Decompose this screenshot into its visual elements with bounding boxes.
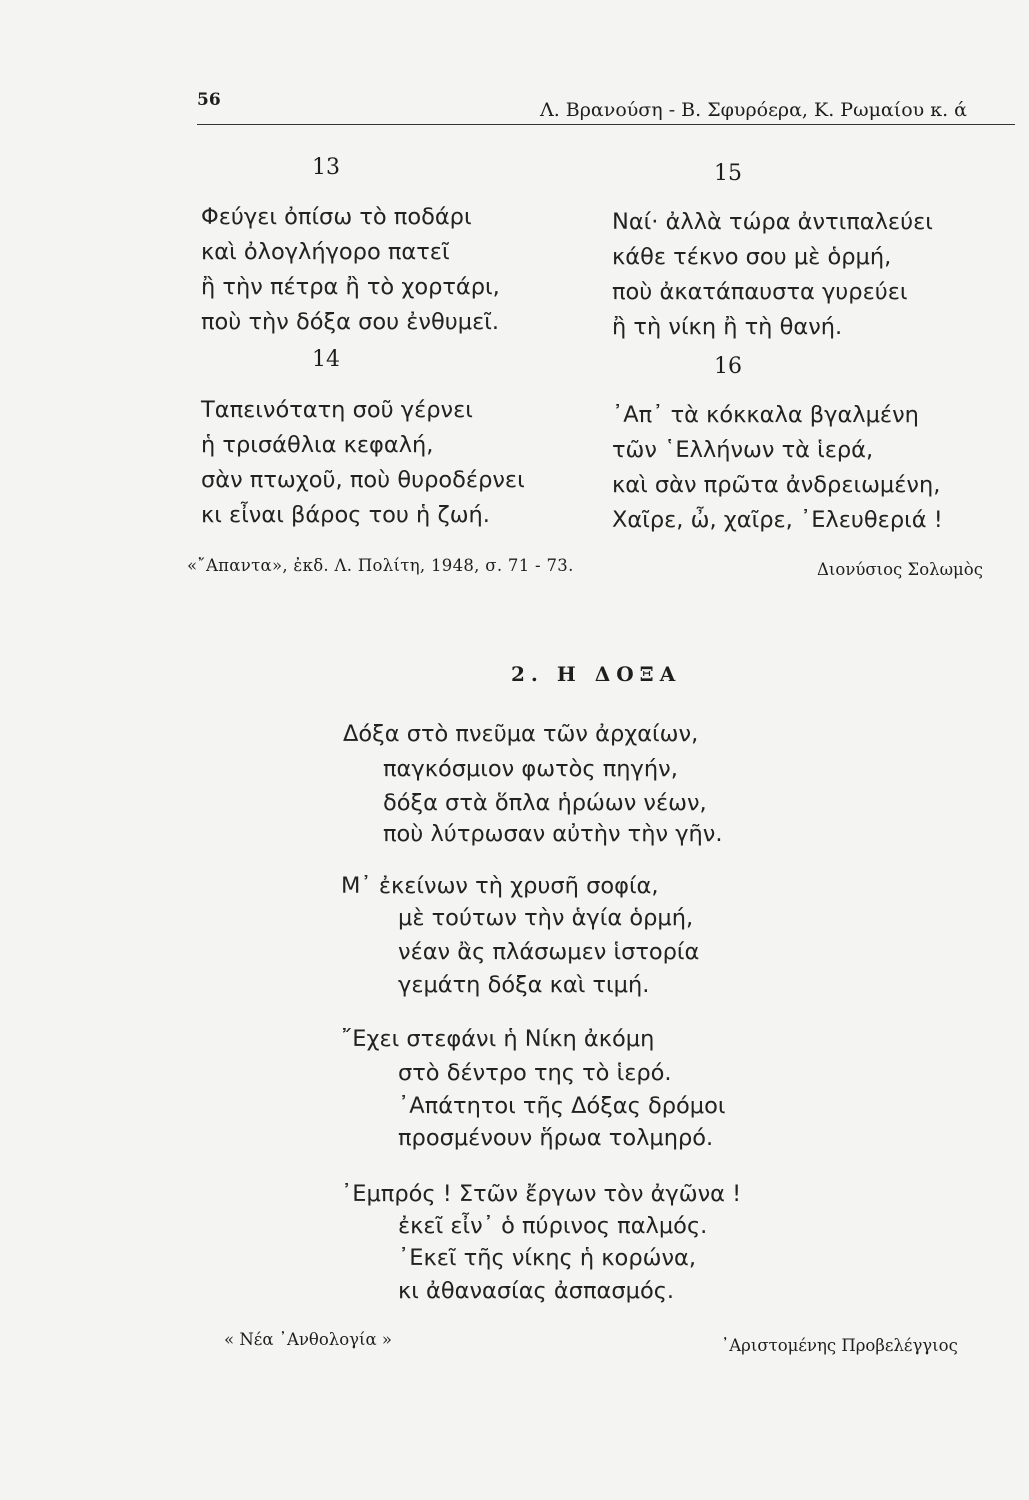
- verse-line: ποὺ τὴν δόξα σου ἐνθυμεῖ.: [201, 309, 500, 335]
- verse-line: κι εἶναι βάρος του ἡ ζωή.: [201, 502, 490, 528]
- verse-line: Φεύγει ὀπίσω τὸ ποδάρι: [201, 204, 472, 230]
- verse-line: ἢ τὴν πέτρα ἢ τὸ χορτάρι,: [201, 274, 500, 300]
- source-citation: «῎Απαντα», ἐκδ. Λ. Πολίτη, 1948, σ. 71 - 73.: [187, 556, 574, 575]
- verse-line: Ταπεινότατη σοῦ γέρνει: [201, 397, 473, 423]
- header-rule: [197, 124, 1015, 125]
- stanza: [201, 200, 500, 340]
- page-number: 56: [197, 90, 221, 110]
- verse-line: ᾿Απ᾿ τὰ κόκκαλα βγαλμένη: [612, 402, 919, 428]
- verse-line: κι ἀθανασίας ἀσπασμός.: [398, 1278, 675, 1304]
- verse-line: προσμένουν ἥρωα τολμηρό.: [398, 1125, 714, 1151]
- verse-line: Δόξα στὸ πνεῦμα τῶν ἀρχαίων,: [343, 721, 699, 747]
- author-name: ᾿Αριστομένης Προβελέγγιος: [721, 1336, 958, 1355]
- stanza: [201, 393, 525, 533]
- verse-line: νέαν ἂς πλάσωμεν ἱστορία: [398, 939, 700, 965]
- verse-line: ᾿Εμπρός ! Στῶν ἔργων τὸν ἀγῶνα !: [341, 1181, 742, 1207]
- verse-line: μὲ τούτων τὴν ἁγία ὁρμή,: [398, 905, 694, 931]
- source-citation: « Νέα ᾿Ανθολογία »: [224, 1330, 392, 1349]
- verse-line: γεμάτη δόξα καὶ τιμή.: [398, 972, 650, 998]
- stanza: [612, 398, 943, 538]
- verse-line: ποὺ ἀκατάπαυστα γυρεύει: [612, 279, 908, 305]
- verse-line: στὸ δέντρο της τὸ ἱερό.: [398, 1060, 672, 1086]
- stanza-number: 14: [312, 347, 340, 372]
- verse-line: ῎Εχει στεφάνι ἡ Νίκη ἀκόμη: [341, 1026, 655, 1052]
- poem-title: 2. Η ΔΟΞΑ: [511, 662, 682, 686]
- verse-line: παγκόσμιον φωτὸς πηγήν,: [383, 756, 678, 782]
- verse-line: ποὺ λύτρωσαν αὐτὴν τὴν γῆν.: [383, 821, 723, 847]
- verse-line: ᾿Απάτητοι τῆς Δόξας δρόμοι: [398, 1093, 726, 1119]
- verse-line: καὶ σὰν πρῶτα ἀνδρειωμένη,: [612, 472, 941, 498]
- stanza-number: 15: [714, 161, 742, 186]
- verse-line: ἡ τρισάθλια κεφαλή,: [201, 432, 434, 458]
- running-title: Λ. Βρανούση - Β. Σφυρόερα, Κ. Ρωμαίου κ. ά: [540, 99, 968, 121]
- verse-line: τῶν ῾Ελλήνων τὰ ἱερά,: [612, 437, 874, 463]
- verse-line: ἐκεῖ εἶν᾿ ὁ πύρινος παλμός.: [398, 1213, 708, 1239]
- verse-line: Ναί· ἀλλὰ τώρα ἀντιπαλεύει: [612, 209, 933, 235]
- verse-line: ἢ τὴ νίκη ἢ τὴ θανή.: [612, 314, 843, 340]
- verse-line: κάθε τέκνο σου μὲ ὁρμή,: [612, 244, 892, 270]
- verse-line: σὰν πτωχοῦ, ποὺ θυροδέρνει: [201, 467, 525, 493]
- author-name: Διονύσιος Σολωμὸς: [817, 560, 983, 579]
- stanza: [612, 205, 933, 345]
- verse-line: Μ᾿ ἐκείνων τὴ χρυσῆ σοφία,: [341, 873, 659, 899]
- verse-line: ᾿Εκεῖ τῆς νίκης ἡ κορώνα,: [398, 1245, 696, 1271]
- stanza-number: 16: [714, 354, 742, 379]
- stanza-number: 13: [312, 155, 340, 180]
- verse-line: Χαῖρε, ὦ, χαῖρε, ᾿Ελευθεριά !: [612, 507, 943, 533]
- verse-line: καὶ ὀλογλήγορο πατεῖ: [201, 239, 450, 265]
- verse-line: δόξα στὰ ὅπλα ἡρώων νέων,: [383, 790, 707, 816]
